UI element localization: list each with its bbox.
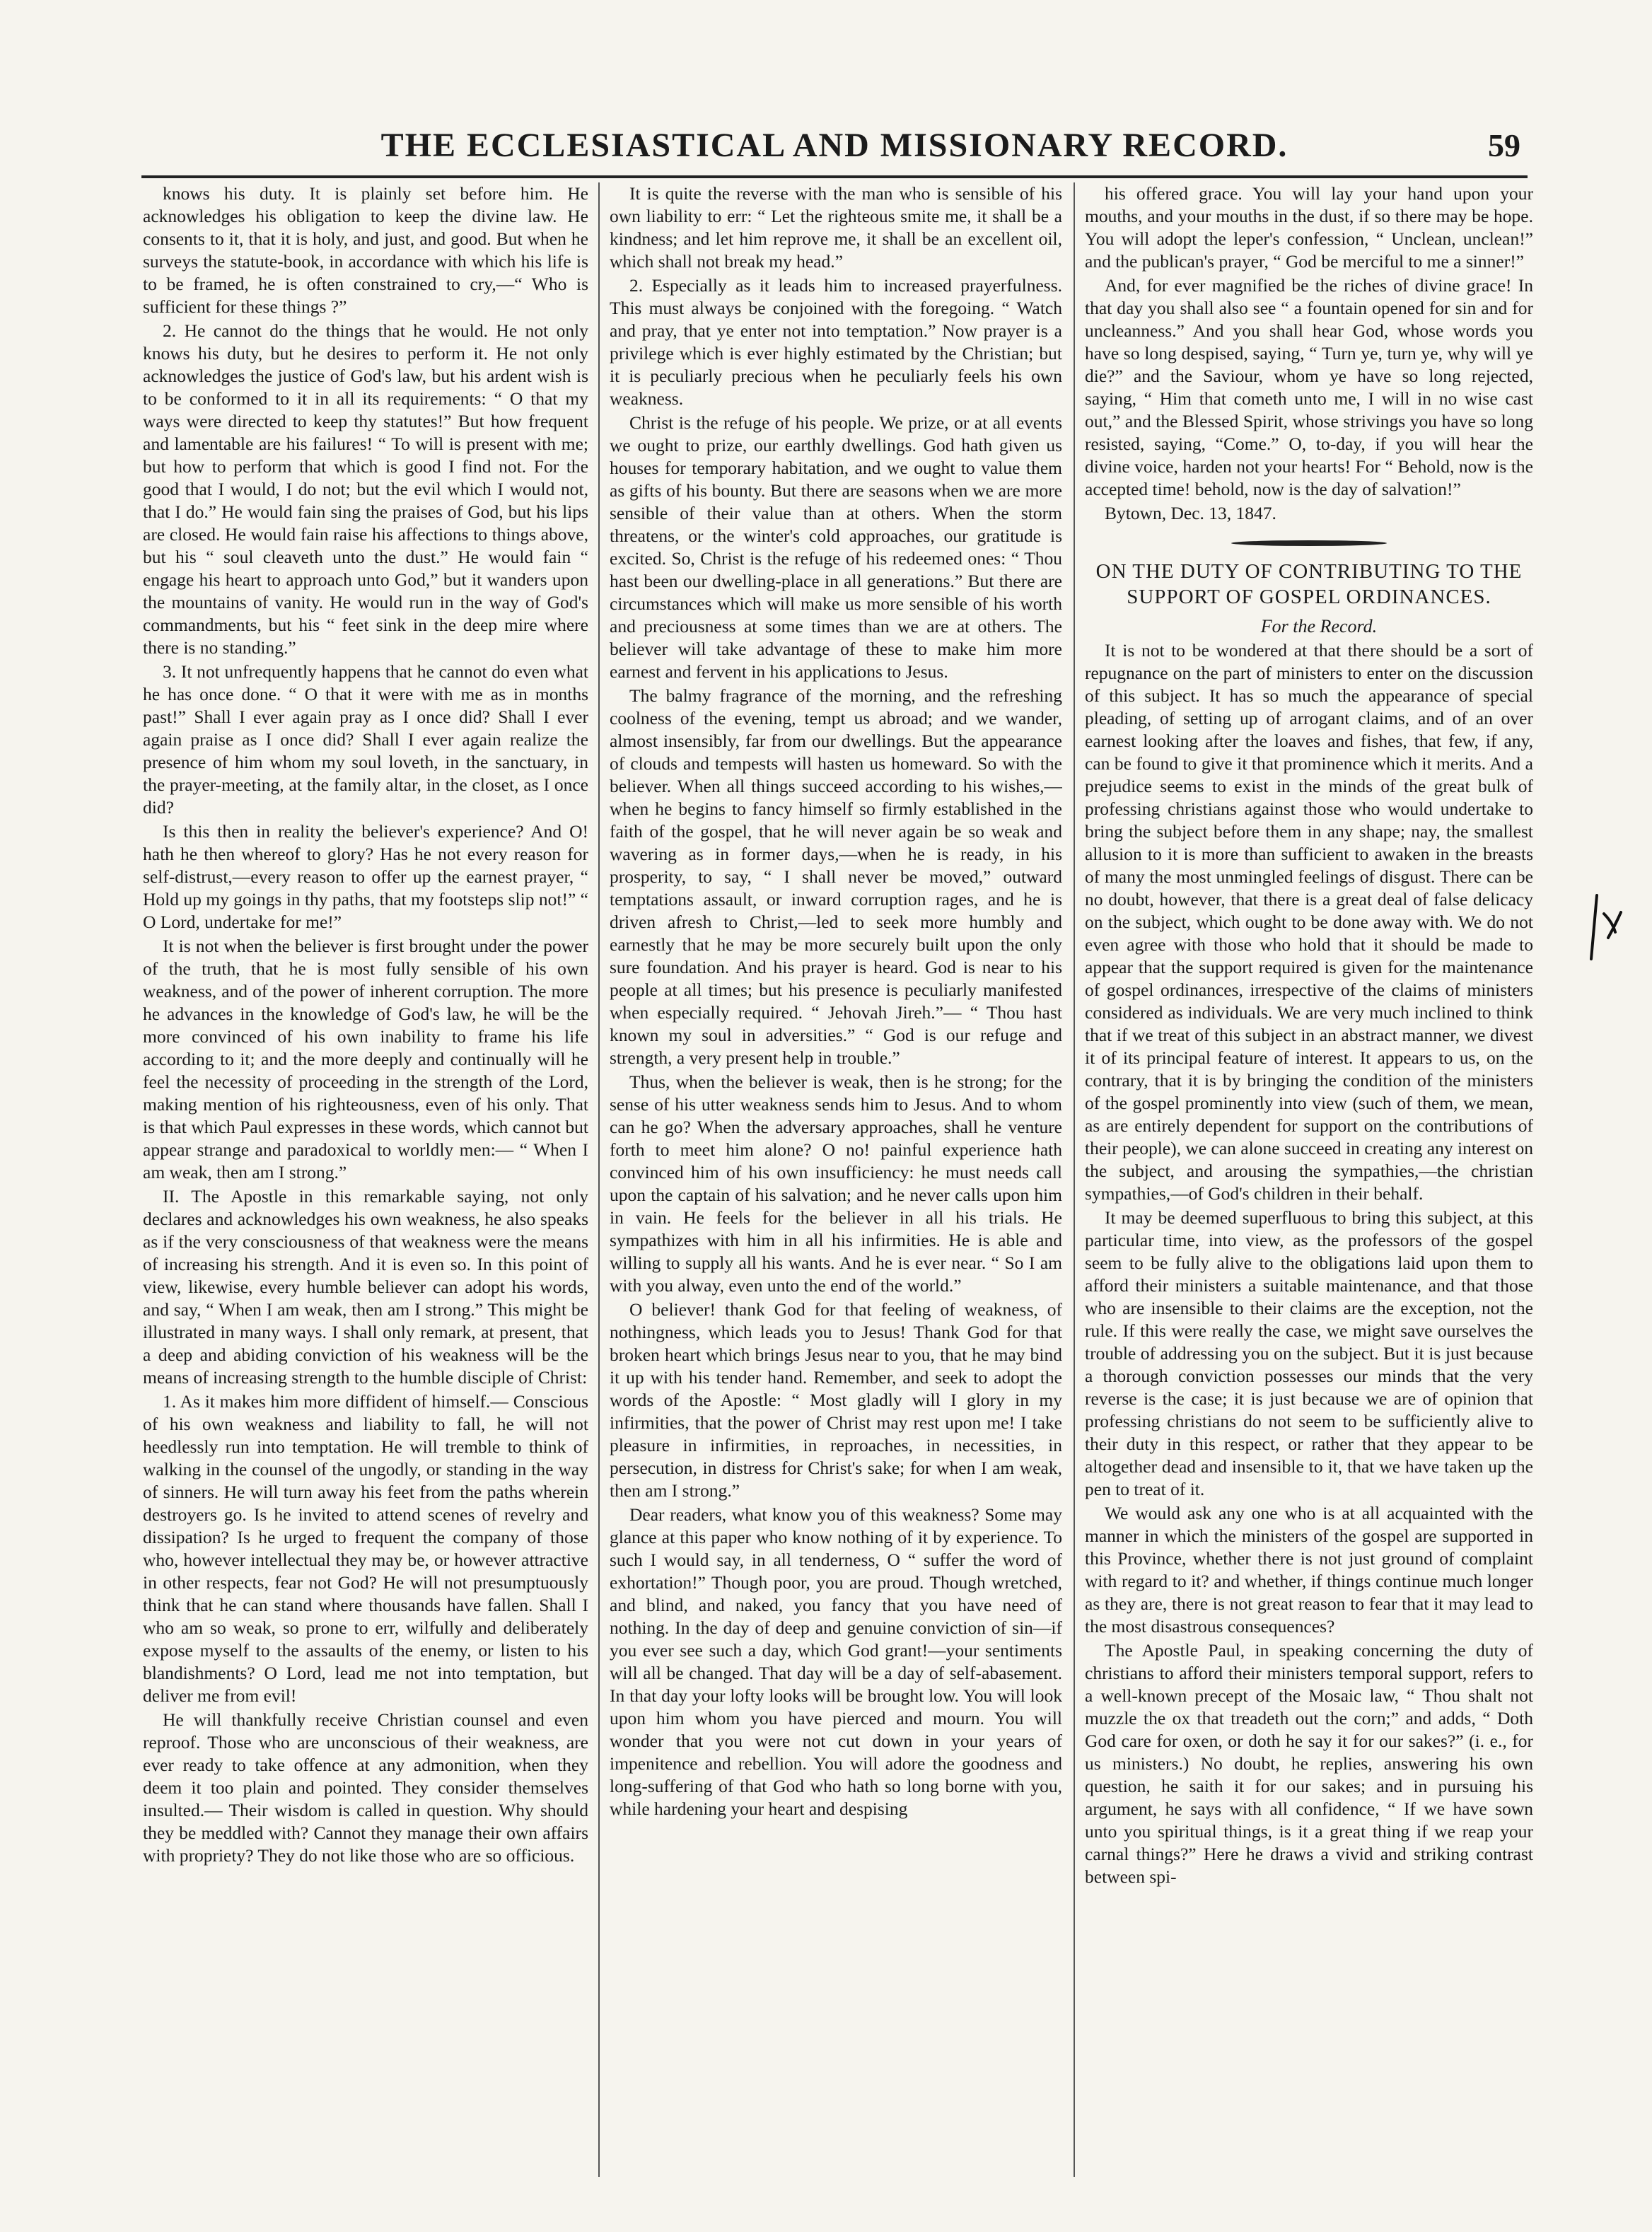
- article-title: ON THE DUTY OF CONTRIBUTING TO THE SUPPORT OF GOSPEL ORDINANCES.: [1095, 560, 1523, 608]
- header-rule: [141, 175, 1528, 178]
- paragraph: Thus, when the believer is weak, then is he strong; for the sense of his utter weakness sends him to Jesus. And to whom can he go? When the adversary approaches, shall he venture forth to meet him alone? O no! painful experience hath convinced him of his own insufficiency: he must needs call upon the captain of his salvation; and he never calls upon him in vain. He feels for the believer in all his trials. He sympathizes with him in all his infirmities. He is able and willing to supply all his wants. And he is ever near. “ So I am with you alway, even unto the end of the world.”: [610, 1071, 1062, 1296]
- paragraph: Dear readers, what know you of this weakness? Some may glance at this paper who know nothing of it by experience. To such I would say, in all tenderness, O “ suffer the word of exhortation!” Though poor, you are proud. Though wretched, and blind, and naked, you fancy that you have need of nothing. In the day of deep and genuine conviction of sin—if you ever see such a day, which God grant!—your sentiments will all be changed. That day will be a day of self-abasement. In that day your lofty looks will be brought low. You will look upon him whom you have pierced and mourn. You will wonder that you were not cut down in your years of impenitence and rebellion. You will adore the goodness and long-suffering of that God who hath so long borne with you, while hardening your heart and despising: [610, 1504, 1062, 1819]
- paragraph: The balmy fragrance of the morning, and the refreshing coolness of the evening, tempt us abroad; and we wander, almost insensibly, far from our dwellings. But the appearance of clouds and tempests will hasten us homeward. So with the believer. When all things succeed according to his wishes,—when he begins to fancy himself so firmly established in the faith of the gospel, that he will never again be so weak and wavering as in former days,—when he is ready, in his prosperity, to say, “ I shall never be moved,” outward temptations assault, or inward corruption rages, and he is driven afresh to Christ,—led to seek more humbly and earnestly that he may be more securely built upon the only sure foundation. And his prayer is heard. God is near to his people at all times; but his presence is peculiarly manifested when especially required. “ Jehovah Jireh.”— “ Thou hast known my soul in adversities.” “ God is our refuge and strength, a very present help in trouble.”: [610, 685, 1062, 1068]
- page-header: [141, 124, 1520, 174]
- paragraph: He will thankfully receive Christian counsel and even reproof. Those who are unconscious of their weakness, are ever ready to take offence at any admonition, when they deem it too plain and pointed. They consider themselves insulted.— Their wisdom is called in question. Why should they be meddled with? Cannot they manage their own affairs with propriety? They do not like those who are so officious.: [143, 1709, 588, 1866]
- paragraph: And, for ever magnified be the riches of divine grace! In that day you shall also see “ a fountain opened for sin and for uncleanness.” And you shall hear God, whose words you have so long despised, saying, “ Turn ye, turn ye, why will ye die?” and the Saviour, whom ye have so long rejected, saying, “ Him that cometh unto me, I will in no wise cast out,” and the Blessed Spirit, whose strivings you have so long resisted, saying, “Come.” O, to-day, if you will hear the divine voice, harden not your hearts! For “ Behold, now is the accepted time! behold, now is the day of salvation!”: [1085, 275, 1533, 499]
- paragraph: It is not when the believer is first brought under the power of the truth, that he is most fully sensible of his own weakness, and of the power of inherent corruption. The more he advances in the knowledge of God's law, he will be the more convinced of his own inability to frame his life according to it; and the more deeply and continually will he feel the necessity of proceeding in the strength of the Lord, making mention of his righteousness, even of his only. That is that which Paul expresses in these words, which cannot but appear strange and paradoxical to worldly men:— “ When I am weak, then am I strong.”: [143, 936, 588, 1182]
- paragraph: It is not to be wondered at that there should be a sort of repugnance on the part of ministers to enter on the discussion of this subject. It has so much the appearance of special pleading, of setting up of arrogant claims, and of an over earnest looking after the loaves and fishes, that few, if any, can be found to give it that prominence which it merits. And a prejudice seems to exist in the minds of the great bulk of professing christians against those who would undertake to bring the subject before them in any shape; nay, the smallest allusion to it is more than sufficient to awaken in the breasts of many the most unmingled feelings of disgust. There can be no doubt, however, that there is a great deal of false delicacy on the subject, which ought to be done away with. We do not even agree with those who hold that it should be made to appear that the support required is given for the maintenance of gospel ordinances, irrespective of the claims of ministers considered as individuals. We are very much inclined to think that if we treat of this subject in an abstract manner, we divest it of its principal feature of interest. It appears to us, on the contrary, that it is by bringing the condition of the ministers of the gospel prominently into view (such of them, we mean, as are entirely dependent for support on the contributions of their people), we can alone succeed in creating any interest on the subject, and arousing the sympathies,—the christian sympathies,—of God's children in their behalf.: [1085, 640, 1533, 1204]
- column-3: [1085, 182, 1533, 2191]
- paragraph: The Apostle Paul, in speaking concerning the duty of christians to afford their ministers temporal support, refers to a well-known precept of the Mosaic law, “ Thou shalt not muzzle the ox that treadeth out the corn;” and adds, “ Doth God care for oxen, or doth he say it for our sakes?” (i. e., for us ministers.) No doubt, he replies, answering his own question, he saith it for our sakes; and in pursuing his argument, he says with all confidence, “ If we have sown unto you spiritual things, is it a great thing if we reap your carnal things?” Here he draws a vivid and striking contrast between spi-: [1085, 1640, 1533, 1887]
- column-2: [610, 182, 1062, 2191]
- paragraph: 1. As it makes him more diffident of himself.— Conscious of his own weakness and liability to fall, he will not heedlessly run into temptation. He will tremble to think of walking in the counsel of the ungodly, or standing in the way of sinners. He will turn away his feet from the paths wherein destroyers go. Is he invited to attend scenes of revelry and dissipation? Is he urged to frequent the company of those who, however intellectual they may be, or however attractive in other respects, fear not God? He will not presumptuously think that he can stand where thousands have fallen. Shall I who am so weak, so prone to err, wilfully and deliberately expose myself to the assaults of the enemy, or listen to his blandishments? O Lord, lead me not into temptation, but deliver me from evil!: [143, 1391, 588, 1706]
- paragraph: his offered grace. You will lay your hand upon your mouths, and your mouths in the dust, if so there may be hope. You will adopt the leper's confession, “ Unclean, unclean!” and the publican's prayer, “ God be merciful to me a sinner!”: [1085, 183, 1533, 272]
- paragraph: 2. He cannot do the things that he would. He not only knows his duty, but he desires to perform it. He not only acknowledges the justice of God's law, but his ardent wish is to be conformed to it in all its requirements: “ O that my ways were directed to keep thy statutes!” But how frequent and lamentable are his failures! “ To will is present with me; but how to perform that which is good I find not. For the good that I would, I do not; but the evil which I would not, that I do.” He would fain sing the praises of God, but his lips are closed. He would fain raise his affections to things above, but his “ soul cleaveth unto the dust.” He would fain “ engage his heart to approach unto God,” but it wanders upon the mountains of vanity. He would run in the way of God's commandments, but his “ feet sink in the deep mire where there is no standing.”: [143, 320, 588, 658]
- paragraph: Is this then in reality the believer's experience? And O! hath he then whereof to glory? Has he not every reason for self-distrust,—every reason to offer up the earnest prayer, “ Hold up my goings in thy paths, that my footsteps slip not!” “ O Lord, undertake for me!”: [143, 821, 588, 932]
- paragraph: It may be deemed superfluous to bring this subject, at this particular time, into view, as the professors of the gospel seem to be fully alive to the obligations laid upon them to afford their ministers a suitable maintenance, and that those who are insensible to their claims are the exception, not the rule. If this were really the case, we might save ourselves the trouble of addressing you on the subject. But it is just because a thorough conviction possesses our minds that the very reverse is the case; it is just because we are of opinion that professing christians do not seem to be sufficiently alive to their duty in this respect, or rather that they appear to be altogether dead and insensible to it, that we have taken up the pen to treat of it.: [1085, 1207, 1533, 1499]
- paragraph: It is quite the reverse with the man who is sensible of his own liability to err: “ Let the righteous smite me, it shall be a kindness; and let him reprove me, it shall be an excellent oil, which shall not break my head.”: [610, 183, 1062, 272]
- page-number: 59: [1488, 127, 1520, 163]
- paragraph: knows his duty. It is plainly set before him. He acknowledges his obligation to keep the divine law. He consents to it, that it is holy, and just, and good. But when he surveys the statute-book, in accordance with which his life is to be framed, he is often constrained to cry,—“ Who is sufficient for these things ?”: [143, 183, 588, 317]
- handwritten-margin-mark: [1587, 888, 1629, 966]
- column-divider: [598, 182, 600, 2177]
- signature-line: Bytown, Dec. 13, 1847.: [1105, 503, 1276, 523]
- section-divider-ornament: [1231, 540, 1387, 546]
- paragraph: Christ is the refuge of his people. We prize, or at all events we ought to prize, our earthly dwellings. God hath given us houses for temporary habitation, and we ought to value them as gifts of his bounty. But there are seasons when we are more sensible of their value than at others. When the storm threatens, or the winter's cold approaches, our gratitude is excited. So, Christ is the refuge of his redeemed ones: “ Thou hast been our dwelling-place in all generations.” But there are circumstances which will make us more sensible of his worth and preciousness at some times than we are at others. The believer will take advantage of these to make him more earnest and fervent in his applications to Jesus.: [610, 412, 1062, 682]
- column-1: [143, 182, 588, 2191]
- paragraph: 3. It not unfrequently happens that he cannot do even what he has once done. “ O that it were with me as in months past!” Shall I ever again pray as I once did? Shall I ever again praise as I once did? Shall I ever again realize the presence of him whom my soul loveth, in the sanctuary, in the prayer-meeting, at the family altar, in the closet, as I once did?: [143, 661, 588, 818]
- article-byline: For the Record.: [1260, 616, 1378, 637]
- column-divider: [1074, 182, 1075, 2177]
- paragraph: II. The Apostle in this remarkable saying, not only declares and acknowledges his own weakness, he also speaks as if the very consciousness of that weakness were the means of increasing his strength. And it is even so. In this point of view, likewise, every humble believer can adopt his words, and say, “ When I am weak, then am I strong.” This might be illustrated in many ways. I shall only remark, at present, that a deep and abiding conviction of his weakness will be the means of increasing strength to the humble disciple of Christ:: [143, 1186, 588, 1388]
- paragraph: We would ask any one who is at all acquainted with the manner in which the ministers of the gospel are supported in this Province, whether there is not just ground of complaint with regard to it? and whether, if things continue much longer as they are, there is not great reason to fear that it may lead to the most disastrous consequences?: [1085, 1503, 1533, 1637]
- paragraph: 2. Especially as it leads him to increased prayerfulness. This must always be conjoined with the foregoing. “ Watch and pray, that ye enter not into temptation.” Now prayer is a privilege which is ever highly estimated by the Christian; but it is peculiarly precious when he peculiarly feels his own weakness.: [610, 275, 1062, 409]
- running-title: THE ECCLESIASTICAL AND MISSIONARY RECORD.: [380, 127, 1289, 164]
- paragraph: O believer! thank God for that feeling of weakness, of nothingness, which leads you to Jesus! Thank God for that broken heart which brings Jesus near to you, that he may bind it up with his tender hand. Remember, and seek to adopt the words of the Apostle: “ Most gladly will I glory in my infirmities, that the power of Christ may rest upon me! I take pleasure in infirmities, in reproaches, in necessities, in persecution, in distress for Christ's sake; for when I am weak, then am I strong.”: [610, 1299, 1062, 1501]
